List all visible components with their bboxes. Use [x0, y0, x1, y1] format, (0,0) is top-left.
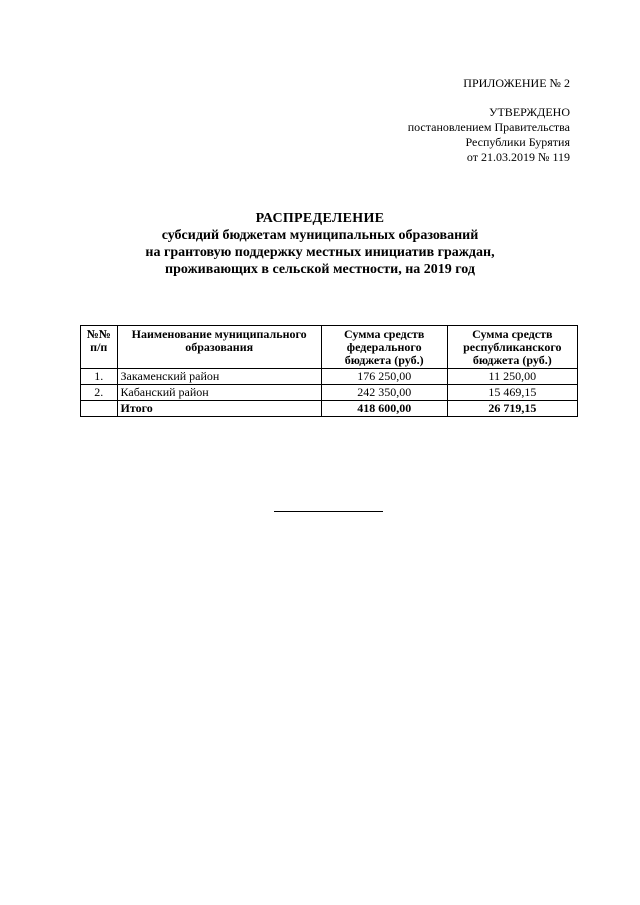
row-federal: 242 350,00 [321, 385, 447, 401]
table-row [81, 385, 578, 401]
total-republic: 26 719,15 [447, 401, 577, 417]
total-federal: 418 600,00 [321, 401, 447, 417]
total-num [81, 401, 118, 417]
total-label: Итого [117, 401, 321, 417]
row-name: Закаменский район [117, 369, 321, 385]
end-divider [274, 511, 383, 512]
title-line-2: на грантовую поддержку местных инициатив граждан, [145, 245, 495, 260]
row-republic: 11 250,00 [447, 369, 577, 385]
header-republic: Сумма средств республиканского бюджета (руб.) [447, 326, 577, 369]
approved-date-number: от 21.03.2019 № 119 [466, 150, 570, 164]
approved-label: УТВЕРЖДЕНО [488, 105, 570, 119]
header-num: №№ п/п [81, 326, 118, 369]
distribution-table [80, 325, 578, 417]
row-republic: 15 469,15 [447, 385, 577, 401]
appendix-label: ПРИЛОЖЕНИЕ № 2 [463, 76, 570, 90]
title-main: РАСПРЕДЕЛЕНИЕ [255, 211, 385, 226]
row-name: Кабанский район [117, 385, 321, 401]
row-num: 2. [81, 385, 118, 401]
document-title [0, 210, 640, 278]
table-row [81, 369, 578, 385]
approved-by-line: постановлением Правительства [407, 120, 570, 134]
table-header-row [81, 326, 578, 369]
row-federal: 176 250,00 [321, 369, 447, 385]
approved-by-republic: Республики Бурятия [465, 135, 570, 149]
row-num: 1. [81, 369, 118, 385]
title-line-1: субсидий бюджетам муниципальных образований [161, 228, 479, 243]
header-name: Наименование муниципального образования [117, 326, 321, 369]
total-row [81, 401, 578, 417]
title-line-3: проживающих в сельской местности, на 2019 год [165, 262, 475, 277]
header-federal: Сумма средств федерального бюджета (руб.) [321, 326, 447, 369]
approval-header [408, 76, 570, 165]
